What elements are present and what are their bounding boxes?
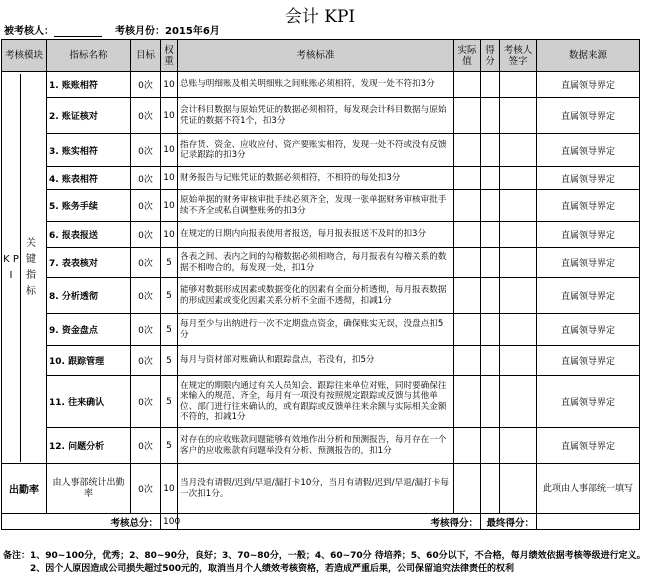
source-text: 直属领导界定 xyxy=(537,376,640,428)
target-value: 0次 xyxy=(131,222,161,248)
score-input[interactable] xyxy=(481,98,500,134)
weight-value: 5 xyxy=(161,314,178,346)
col-weight: 权重 xyxy=(161,40,178,72)
source-text: 直属领导界定 xyxy=(537,190,640,222)
col-indicator: 指标名称 xyxy=(47,40,131,72)
score-input[interactable] xyxy=(481,167,500,190)
score-input[interactable] xyxy=(481,222,500,248)
standard-text: 当月没有请假/迟到/早退/漏打卡10分，当月有请假/迟到/早退/漏打卡每一次扣1分。 xyxy=(178,464,454,514)
actual-input[interactable] xyxy=(454,134,481,167)
source-text: 直属领导界定 xyxy=(537,98,640,134)
score-input[interactable] xyxy=(481,428,500,464)
indicator-name: 3. 账实相符 xyxy=(47,134,131,167)
indicator-name: 6. 报表报送 xyxy=(47,222,131,248)
actual-input[interactable] xyxy=(454,278,481,314)
kpi-module-cell xyxy=(2,72,47,464)
actual-input[interactable] xyxy=(454,346,481,376)
signer-input[interactable] xyxy=(500,248,537,278)
weight-value: 5 xyxy=(161,346,178,376)
notes xyxy=(3,550,646,576)
standard-text: 各表之间、表内之间的勾稽数据必须相吻合，每月报表有勾稽关系的数据不相吻合的，每发现一处，扣1分 xyxy=(178,248,454,278)
note-line-2: 2、因个人原因造成公司损失超过500元的，取消当月个人绩效考核资格，若造成严重后果，公司保留追究法律责任的权利 xyxy=(3,564,515,574)
source-text: 直属领导界定 xyxy=(537,222,640,248)
standard-text: 在规定的日期内向报表使用者报送，每月报表报送不及时的扣3分 xyxy=(178,222,454,248)
indicator-name: 5. 账务手续 xyxy=(47,190,131,222)
score-input[interactable] xyxy=(481,346,500,376)
source-text: 直属领导界定 xyxy=(537,134,640,167)
signer-input[interactable] xyxy=(500,464,537,514)
indicator-name: 2. 账证核对 xyxy=(47,98,131,134)
source-text: 此项由人事部统一填写 xyxy=(537,464,640,514)
source-text: 直属领导界定 xyxy=(537,72,640,98)
assessee-blank xyxy=(54,26,102,37)
standard-text: 会计科目数据与原始凭证的数据必须相符，每发现会计科目数据与原始凭证的数据不符1个，扣3分 xyxy=(178,98,454,134)
table-row xyxy=(2,376,640,428)
kpi-label: K P I xyxy=(3,253,19,281)
target-value: 0次 xyxy=(131,428,161,464)
score-input[interactable] xyxy=(481,314,500,346)
table-row xyxy=(2,167,640,190)
actual-input[interactable] xyxy=(454,72,481,98)
source-text: 直属领导界定 xyxy=(537,346,640,376)
score-input[interactable] xyxy=(481,190,500,222)
signer-input[interactable] xyxy=(500,167,537,190)
col-signer: 考核人签字 xyxy=(500,40,537,72)
actual-input[interactable] xyxy=(454,222,481,248)
signer-input[interactable] xyxy=(500,376,537,428)
score-input[interactable] xyxy=(481,72,500,98)
table-row xyxy=(2,134,640,167)
weight-value: 5 xyxy=(161,248,178,278)
table-row xyxy=(2,314,640,346)
final-score-input[interactable] xyxy=(537,514,640,530)
standard-text: 在规定的期限内通过有关人员知会、跟踪往来单位对账，同时要确保往来输入的规范、齐全，每月有一项没有按照规定跟踪或反馈与其他单位、部门进行往来确认的，或有跟踪或反馈单往来余额与实际相关金额不符的，扣减1分 xyxy=(178,376,454,428)
table-row xyxy=(2,248,640,278)
source-text: 直属领导界定 xyxy=(537,248,640,278)
actual-input[interactable] xyxy=(454,98,481,134)
assessment-month: 考核月份：2015年6月 xyxy=(115,26,220,37)
assessee-field xyxy=(4,22,102,37)
assessee-label: 被考核人： xyxy=(4,26,54,37)
target-value: 0次 xyxy=(131,346,161,376)
actual-input[interactable] xyxy=(454,190,481,222)
weight-value: 5 xyxy=(161,428,178,464)
signer-input[interactable] xyxy=(500,72,537,98)
note-line-1: 备注：1、90~100分，优秀；2、80~90分，良好；3、70~80分，一般；4、60~70分 待培养；5、60分以下，不合格，每月绩效依据考核等级进行定义。 xyxy=(3,551,646,561)
target-value: 0次 xyxy=(131,278,161,314)
score-input[interactable] xyxy=(481,278,500,314)
target-value: 0次 xyxy=(131,376,161,428)
source-text: 直属领导界定 xyxy=(537,278,640,314)
col-target: 目标 xyxy=(131,40,161,72)
indicator-name: 由人事部统计出勤率 xyxy=(47,464,131,514)
indicator-name: 7. 表表核对 xyxy=(47,248,131,278)
indicator-name: 1. 账账相符 xyxy=(47,72,131,98)
col-score: 得分 xyxy=(481,40,500,72)
actual-input[interactable] xyxy=(454,376,481,428)
attendance-row xyxy=(2,464,640,514)
target-value: 0次 xyxy=(131,248,161,278)
standard-text: 总账与明细账及相关明细账之间账账必须相符，发现一处不符扣3分 xyxy=(178,72,454,98)
target-value: 0次 xyxy=(131,134,161,167)
actual-input[interactable] xyxy=(454,167,481,190)
weight-value: 5 xyxy=(161,376,178,428)
target-value: 0次 xyxy=(131,98,161,134)
actual-input[interactable] xyxy=(454,248,481,278)
weight-value: 10 xyxy=(161,222,178,248)
indicator-name: 4. 账表相符 xyxy=(47,167,131,190)
weight-value: 10 xyxy=(161,72,178,98)
indicator-name: 10. 跟踪管理 xyxy=(47,346,131,376)
score-input[interactable] xyxy=(481,248,500,278)
table-row xyxy=(2,190,640,222)
total-value: 100 xyxy=(161,514,178,530)
actual-input[interactable] xyxy=(454,314,481,346)
target-value: 0次 xyxy=(131,190,161,222)
standard-text: 财务报告与记账凭证的数据必须相符，不相符的每处扣3分 xyxy=(178,167,454,190)
score-input[interactable] xyxy=(481,134,500,167)
col-module: 考核模块 xyxy=(2,40,47,72)
score-input[interactable] xyxy=(481,376,500,428)
col-source: 数据来源 xyxy=(537,40,640,72)
table-header-row xyxy=(2,40,640,72)
signer-input[interactable] xyxy=(500,190,537,222)
actual-input[interactable] xyxy=(454,464,481,514)
key-indicator-label: 关 键 指 标 xyxy=(20,74,41,462)
table-row xyxy=(2,346,640,376)
summary-row xyxy=(2,514,640,530)
signer-input[interactable] xyxy=(500,222,537,248)
source-text: 直属领导界定 xyxy=(537,314,640,346)
kpi-table xyxy=(1,39,640,530)
indicator-name: 11. 往来确认 xyxy=(47,376,131,428)
signer-input[interactable] xyxy=(500,98,537,134)
weight-value: 5 xyxy=(161,278,178,314)
table-row xyxy=(2,222,640,248)
target-value: 0次 xyxy=(131,72,161,98)
signer-input[interactable] xyxy=(500,278,537,314)
weight-value: 10 xyxy=(161,190,178,222)
total-label: 考核总分： xyxy=(2,514,161,530)
weight-value: 10 xyxy=(161,167,178,190)
indicator-name: 8. 分析透彻 xyxy=(47,278,131,314)
source-text: 直属领导界定 xyxy=(537,167,640,190)
standard-text: 原始单据的财务审核审批手续必须齐全，发现一张单据财务审核审批手续不齐全或私自调整账务的扣3分 xyxy=(178,190,454,222)
col-standard: 考核标准 xyxy=(178,40,454,72)
signer-input[interactable] xyxy=(500,314,537,346)
standard-text: 每月至少与出纳进行一次不定期盘点资金，确保账实无误，没盘点扣5分 xyxy=(178,314,454,346)
weight-value: 10 xyxy=(161,134,178,167)
target-value: 0次 xyxy=(131,464,161,514)
source-text: 直属领导界定 xyxy=(537,428,640,464)
standard-text: 能够对数据形成因素或数据变化的因素有全面分析透彻，每月报表数据的形成因素或变化因素关系分析不全面不透彻，扣减1分 xyxy=(178,278,454,314)
standard-text: 每月与资材部对账确认和跟踪盘点，若没有，扣5分 xyxy=(178,346,454,376)
table-row xyxy=(2,428,640,464)
standard-text: 指存货、资金、应收应付、资产要账实相符，发现一处不符或没有反馈记录跟踪的扣3分 xyxy=(178,134,454,167)
score-input[interactable] xyxy=(481,464,500,514)
attendance-module: 出勤率 xyxy=(2,464,47,514)
signer-input[interactable] xyxy=(500,134,537,167)
page-title: 会计 KPI xyxy=(284,7,356,27)
final-label: 最终得分： xyxy=(481,514,537,530)
col-actual: 实际值 xyxy=(454,40,481,72)
table-row xyxy=(2,72,640,98)
weight-value: 10 xyxy=(161,98,178,134)
indicator-name: 12. 问题分析 xyxy=(47,428,131,464)
weight-value: 10 xyxy=(161,464,178,514)
signer-input[interactable] xyxy=(500,428,537,464)
target-value: 0次 xyxy=(131,167,161,190)
signer-input[interactable] xyxy=(500,346,537,376)
table-row xyxy=(2,98,640,134)
standard-text: 对存在的应收账款问题能够有效地作出分析和预测报告，每月存在一个客户的应收账款有问题举没有分析、预测报告的，扣1分 xyxy=(178,428,454,464)
target-value: 0次 xyxy=(131,314,161,346)
table-row xyxy=(2,278,640,314)
indicator-name: 9. 资金盘点 xyxy=(47,314,131,346)
score-label: 考核得分： xyxy=(178,514,481,530)
actual-input[interactable] xyxy=(454,428,481,464)
